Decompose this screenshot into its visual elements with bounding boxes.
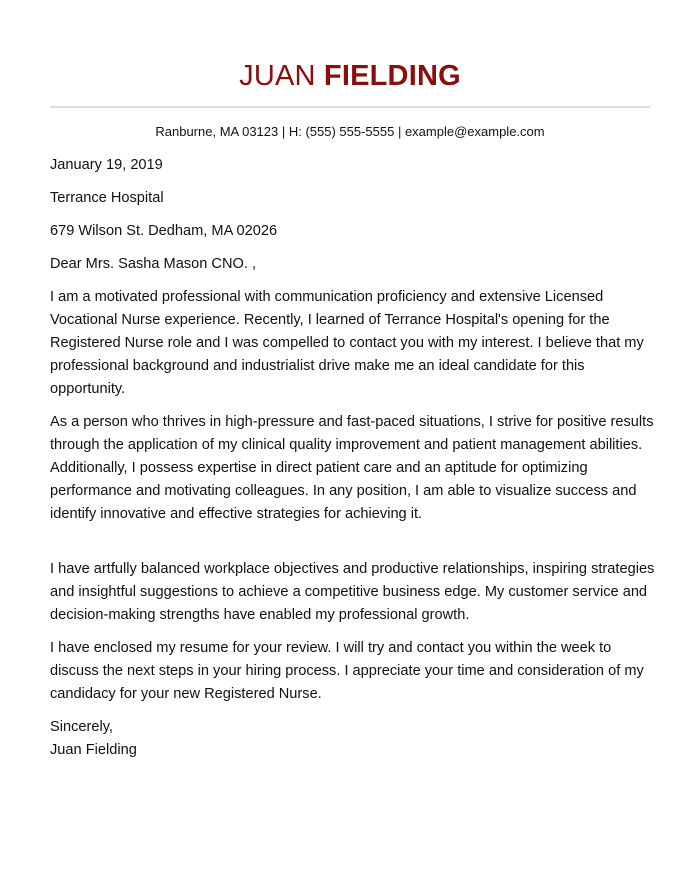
paragraph-2: As a person who thrives in high-pressure and fast-paced situations, I strive for positive results through the application of my clinical quality improvement and patient management abilities. Additionally, I possess expertise in direct patient care and an aptitude for optimizing performance and motivating colleagues. In any position, I am able to visualize success and identify innovative and effective strategies for achieving it. xyxy=(50,414,654,522)
last-name: FIELDING xyxy=(323,60,461,92)
contact-line: Ranburne, MA 03123 | H: (555) 555-5555 | example@example.com xyxy=(155,124,545,139)
signature: Juan Fielding xyxy=(50,742,137,758)
paragraph-4: I have enclosed my resume for your review. I will try and contact you within the week to discuss the next steps in your hiring process. I appreciate your time and consideration of my candidacy for your new Registered Nurse. xyxy=(50,640,644,702)
salutation: Dear Mrs. Sasha Mason CNO. , xyxy=(50,256,256,272)
applicant-name xyxy=(0,58,700,94)
letter-body xyxy=(50,154,660,762)
header-divider xyxy=(50,106,650,108)
paragraph-1: I am a motivated professional with communication proficiency and extensive Licensed Vocational Nurse experience. Recently, I learned of Terrance Hospital's opening for the Registered Nurse role and I was compelled to contact you with my interest. I believe that my professional background and industrialist drive make me an ideal candidate for this opportunity. xyxy=(50,289,644,397)
recipient-company: Terrance Hospital xyxy=(50,190,164,206)
letter-date: January 19, 2019 xyxy=(50,157,163,173)
paragraph-3: I have artfully balanced workplace objectives and productive relationships, inspiring strategies and insightful suggestions to achieve a competitive business edge. My customer service and decision-making strengths have enabled my professional growth. xyxy=(50,561,655,623)
recipient-address: 679 Wilson St. Dedham, MA 02026 xyxy=(50,223,278,239)
closing: Sincerely, xyxy=(50,719,113,735)
first-name: JUAN xyxy=(239,60,316,92)
